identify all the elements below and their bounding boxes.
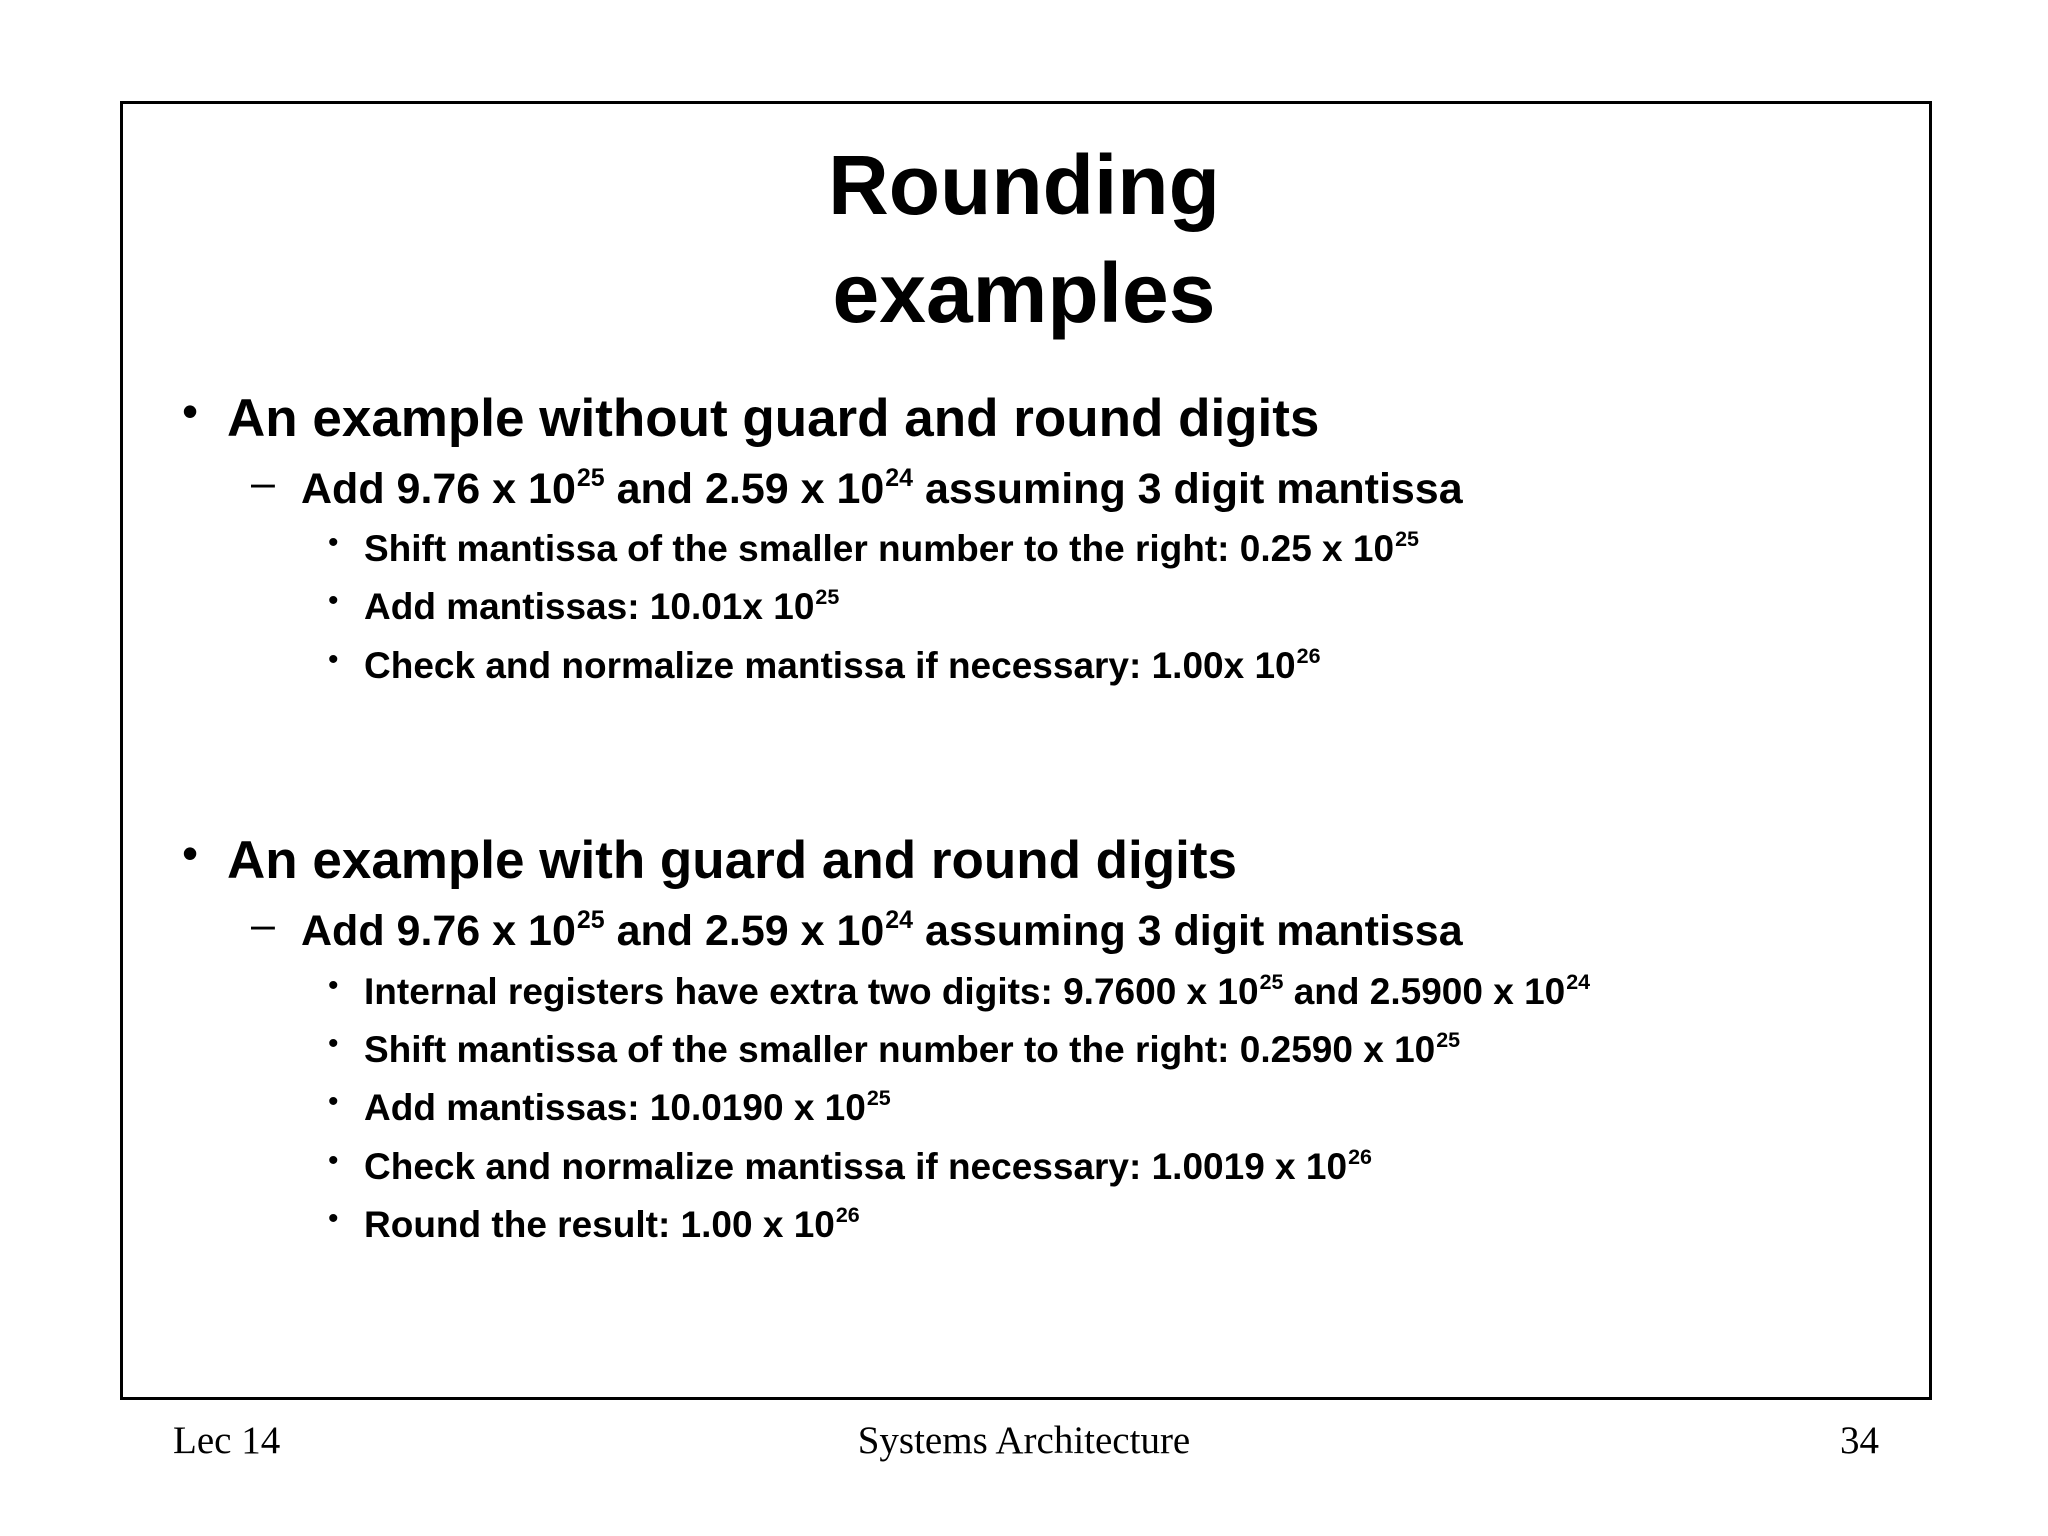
task-line [251,459,1463,514]
footer-lecture: Lec 14 [173,1419,281,1462]
step-text: Internal registers have extra two digits: 9.7600 x 10 [364,971,1259,1012]
bullet-marker: • [328,643,339,676]
slide-title-line-2: examples [832,246,1216,340]
bullet-marker: • [328,1027,339,1060]
step-text: Shift mantissa of the smaller number to the right: 0.25 x 10 [364,528,1395,569]
bullet-marker: • [328,1202,339,1235]
exponent: 25 [576,463,605,492]
exponent: 25 [1395,526,1419,551]
section-heading [182,827,1238,891]
exponent: 25 [815,584,840,609]
exponent: 25 [576,905,605,934]
bullet-marker: • [328,584,339,617]
step-item [328,1085,891,1129]
exponent: 25 [1259,969,1284,994]
footer-course-title: Systems Architecture [857,1419,1191,1462]
bullet-marker: • [182,827,199,879]
dash-marker: – [251,901,275,949]
slide-title [0,131,2048,347]
slide-title-line-1: Rounding [828,138,1220,232]
task-text-pre: Add 9.76 x 10 [301,907,576,955]
step-item [328,643,1321,687]
dash-marker: – [251,459,275,507]
bullet-marker: • [328,1085,339,1118]
step-text: Shift mantissa of the smaller number to the right: 0.2590 x 10 [364,1029,1436,1070]
exponent: 24 [1566,969,1591,994]
task-text-mid: and 2.59 x 10 [604,907,885,955]
footer-page-number: 34 [1840,1419,1879,1462]
task-text-mid: and 2.59 x 10 [604,465,885,513]
step-text: Add mantissas: 10.0190 x 10 [364,1087,866,1128]
step-item [328,1144,1372,1188]
exponent: 25 [1436,1027,1461,1052]
step-item [328,526,1419,570]
bullet-marker: • [182,385,199,437]
step-text: Add mantissas: 10.01x 10 [364,586,815,627]
bullet-marker: • [328,1144,339,1177]
task-text-pre: Add 9.76 x 10 [301,465,576,513]
bullet-marker: • [328,526,339,559]
section-heading [182,385,1320,449]
section-heading-text: An example without guard and round digits [227,389,1320,448]
exponent: 26 [1348,1144,1372,1169]
exponent: 26 [1296,643,1321,668]
step-item [328,1027,1461,1071]
step-item [328,1202,860,1246]
step-item [328,584,840,628]
exponent: 24 [885,905,914,934]
exponent: 26 [835,1202,860,1227]
step-text: Round the result: 1.00 x 10 [364,1204,835,1245]
exponent: 24 [885,463,914,492]
section-heading-text: An example with guard and round digits [227,831,1238,890]
task-text-post: assuming 3 digit mantissa [913,907,1463,955]
task-line [251,901,1463,956]
step-item [328,969,1591,1013]
exponent: 25 [866,1085,891,1110]
step-text: Check and normalize mantissa if necessary: 1.0019 x 10 [364,1146,1348,1187]
step-text-continued: and 2.5900 x 10 [1283,971,1566,1012]
task-text-post: assuming 3 digit mantissa [913,465,1463,513]
step-text: Check and normalize mantissa if necessary: 1.00x 10 [364,645,1296,686]
bullet-marker: • [328,969,339,1002]
